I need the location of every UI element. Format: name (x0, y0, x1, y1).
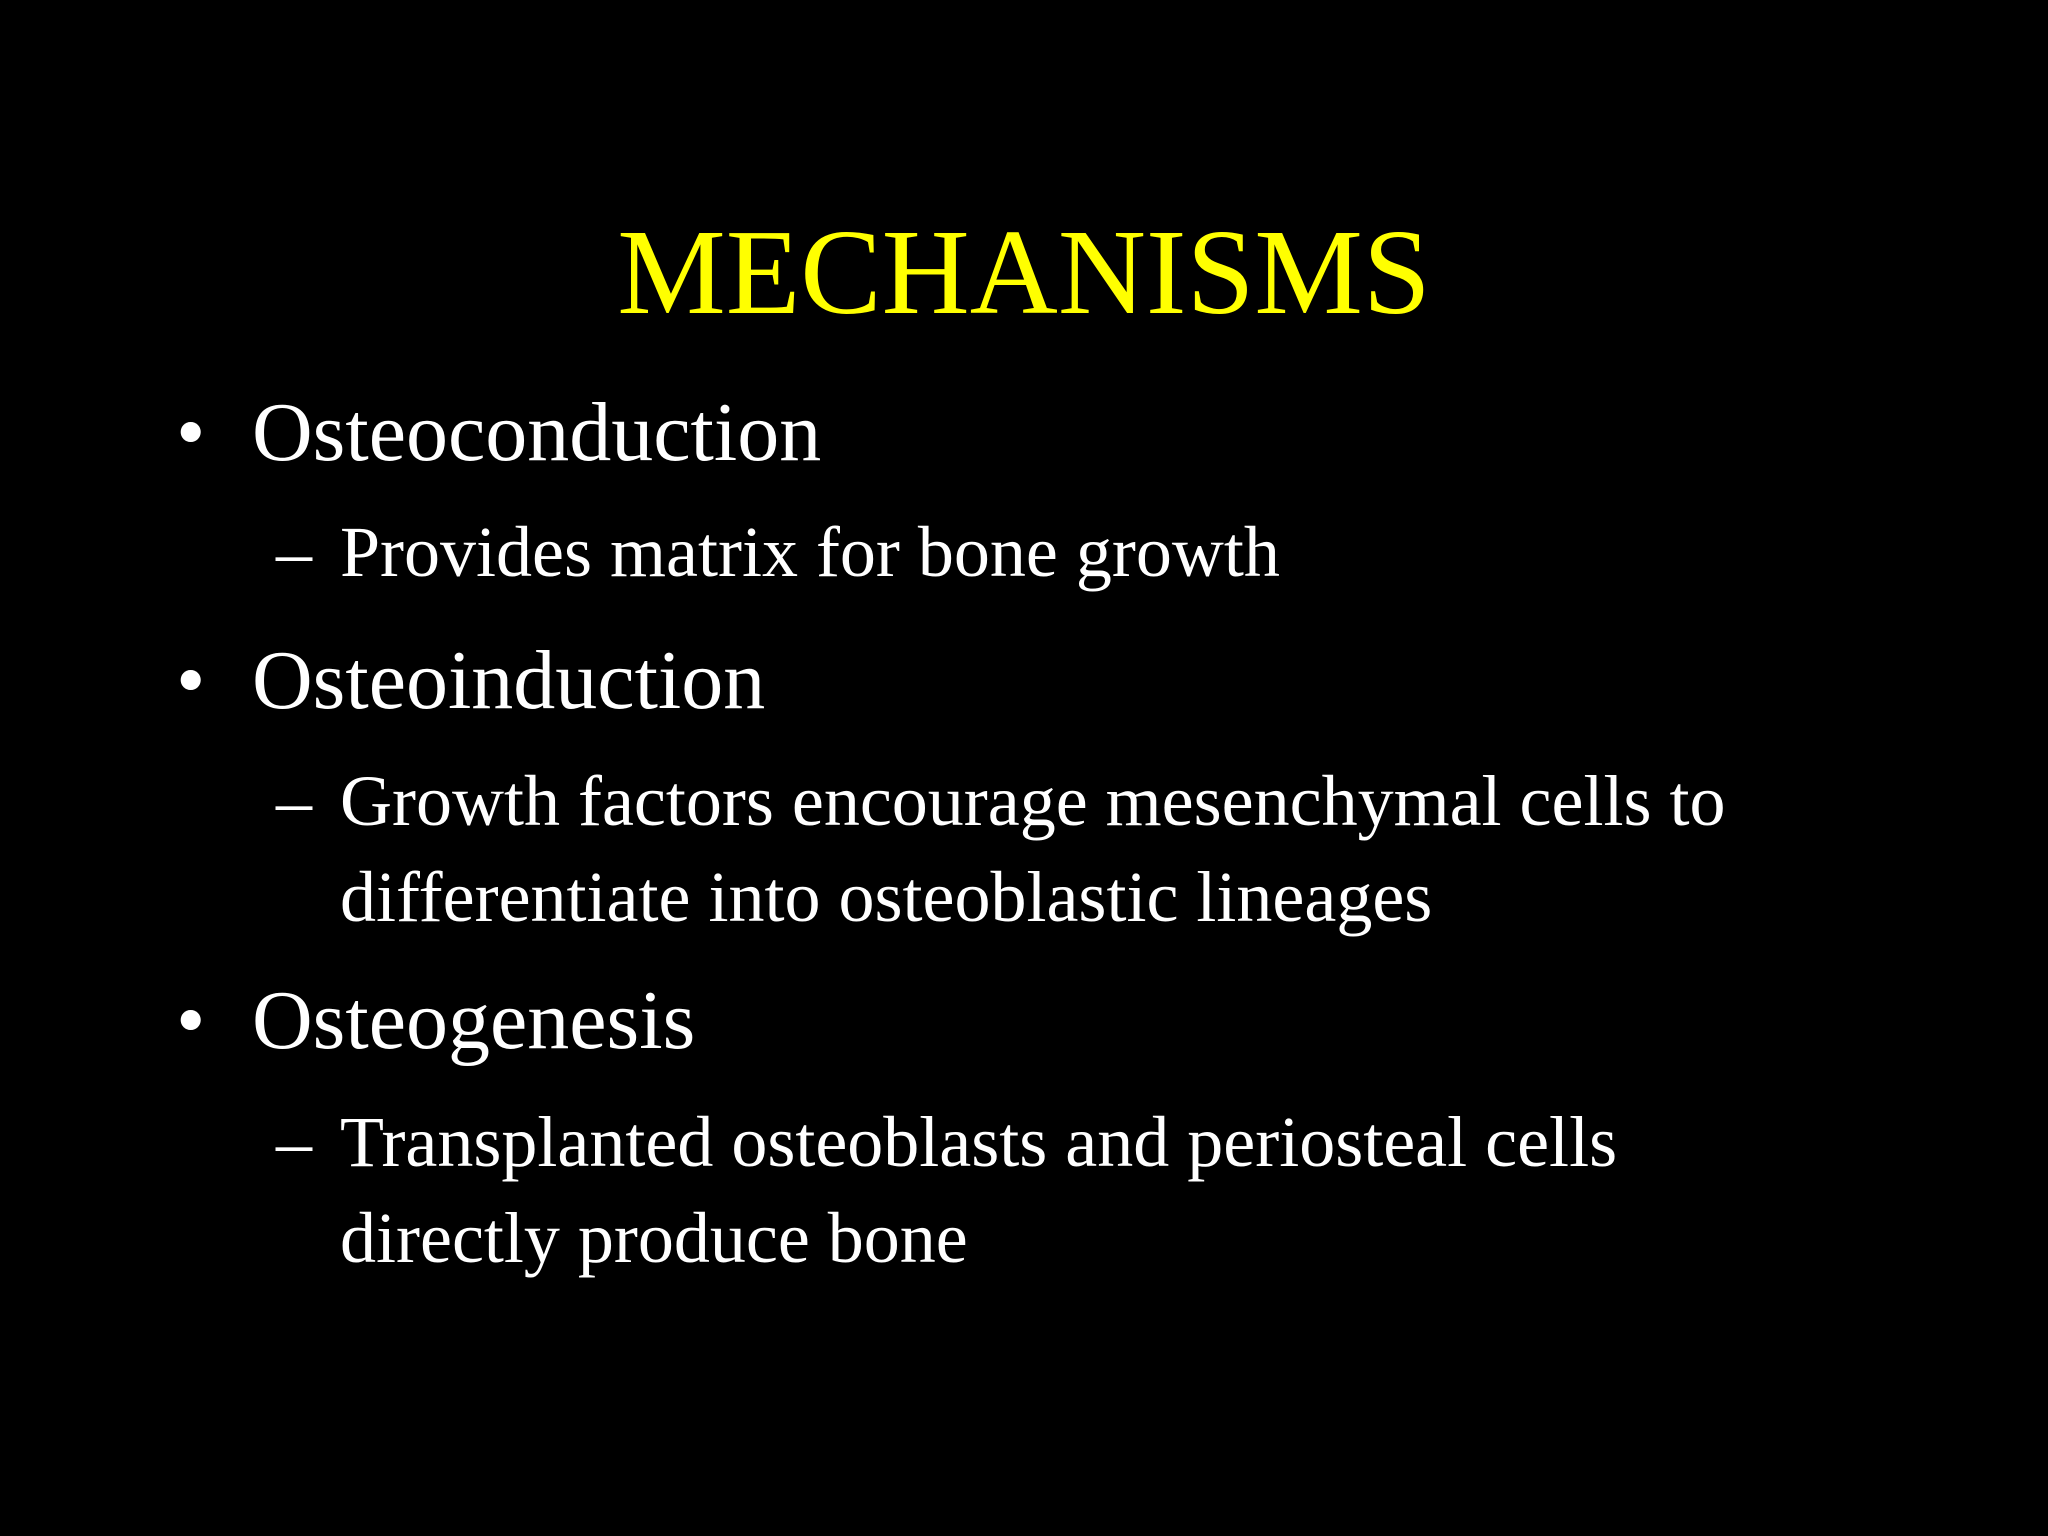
slide-title: MECHANISMS (617, 205, 1431, 340)
sub-bullet-text: Transplanted osteoblasts and periosteal cells (340, 1102, 1618, 1182)
sub-bullet-text-continuation: differentiate into osteoblastic lineages (340, 857, 1433, 937)
sub-bullet-text: Provides matrix for bone growth (340, 512, 1280, 592)
bullet-heading-osteogenesis: Osteogenesis (252, 974, 696, 1067)
bullet-marker: • (176, 634, 206, 727)
sub-bullet-text: Growth factors encourage mesenchymal cells to (340, 761, 1726, 841)
bullet-heading-osteoconduction: Osteoconduction (252, 386, 822, 479)
sub-bullet-marker: – (276, 1102, 312, 1182)
bullet-marker: • (176, 974, 206, 1067)
sub-bullet-marker: – (276, 512, 312, 592)
sub-bullet-text-continuation: directly produce bone (340, 1198, 968, 1278)
bullet-heading-osteoinduction: Osteoinduction (252, 634, 766, 727)
bullet-marker: • (176, 386, 206, 479)
sub-bullet-marker: – (276, 761, 312, 841)
